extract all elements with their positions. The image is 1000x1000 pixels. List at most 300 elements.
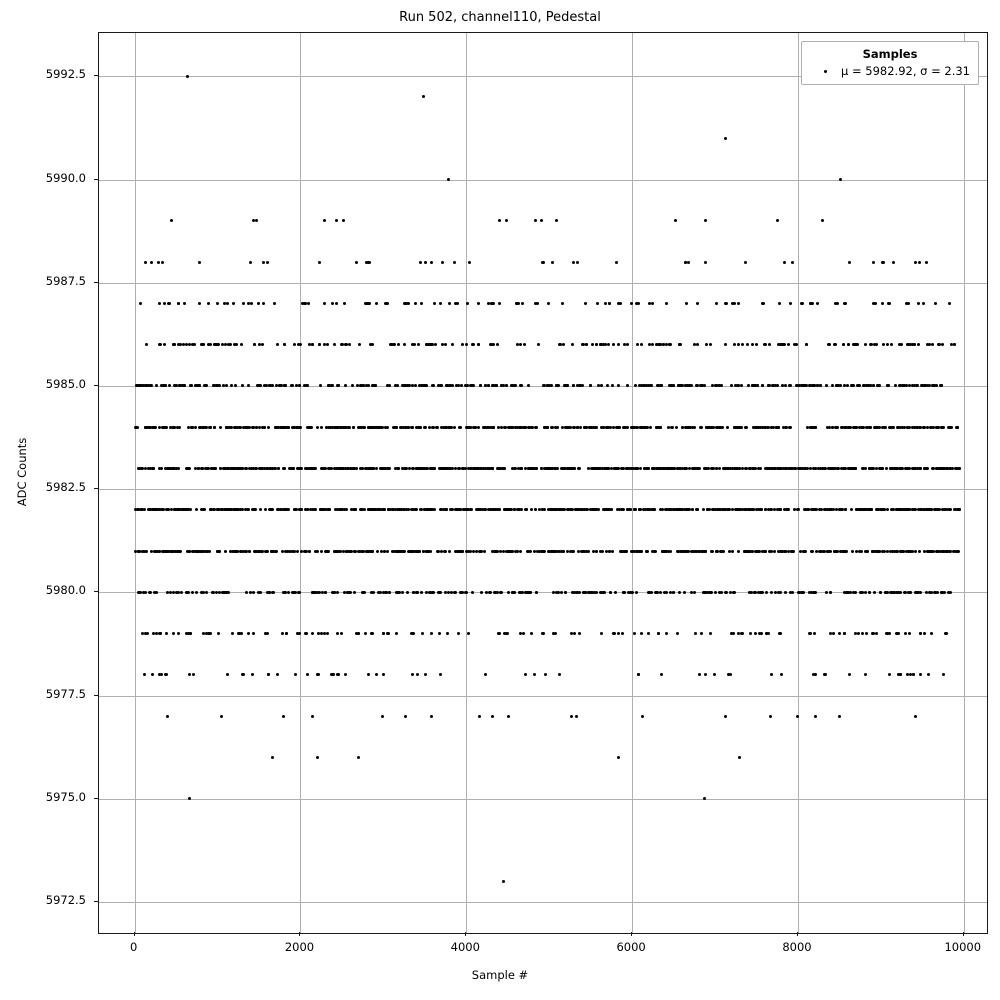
scatter-point xyxy=(331,302,334,305)
scatter-point xyxy=(919,467,922,470)
scatter-point xyxy=(232,302,235,305)
scatter-point xyxy=(416,591,419,594)
scatter-point xyxy=(427,550,430,553)
scatter-point xyxy=(783,261,786,264)
scatter-point xyxy=(719,550,722,553)
scatter-point xyxy=(814,715,817,718)
scatter-point xyxy=(591,343,594,346)
scatter-point xyxy=(669,343,672,346)
scatter-point xyxy=(517,467,520,470)
scatter-point xyxy=(914,715,917,718)
scatter-point xyxy=(749,550,752,553)
scatter-point xyxy=(856,343,859,346)
x-tick-mark xyxy=(797,932,798,936)
y-tick-mark xyxy=(94,179,98,180)
scatter-point xyxy=(495,384,498,387)
scatter-point xyxy=(185,591,188,594)
scatter-point xyxy=(579,384,582,387)
scatter-point xyxy=(787,343,790,346)
scatter-point xyxy=(247,508,250,511)
scatter-point xyxy=(448,550,451,553)
scatter-point xyxy=(208,550,211,553)
scatter-point xyxy=(640,632,643,635)
scatter-point xyxy=(245,426,248,429)
scatter-point xyxy=(768,343,771,346)
scatter-point xyxy=(621,632,624,635)
scatter-point xyxy=(718,426,721,429)
scatter-point xyxy=(139,302,142,305)
scatter-point xyxy=(827,550,830,553)
scatter-point xyxy=(505,219,508,222)
scatter-point xyxy=(151,673,154,676)
scatter-point xyxy=(496,343,499,346)
scatter-point xyxy=(908,426,911,429)
scatter-point xyxy=(579,426,582,429)
scatter-point xyxy=(433,508,436,511)
scatter-point xyxy=(447,426,450,429)
scatter-point xyxy=(606,384,609,387)
scatter-point xyxy=(782,467,785,470)
scatter-point xyxy=(336,591,339,594)
scatter-point xyxy=(229,343,232,346)
scatter-point xyxy=(839,178,842,181)
scatter-point xyxy=(274,550,277,553)
scatter-point xyxy=(792,550,795,553)
scatter-point xyxy=(804,550,807,553)
scatter-point xyxy=(926,384,929,387)
scatter-point xyxy=(854,591,857,594)
scatter-point xyxy=(840,426,843,429)
scatter-point xyxy=(366,302,369,305)
scatter-point xyxy=(744,261,747,264)
grid-line-horizontal xyxy=(99,283,987,284)
scatter-point xyxy=(460,384,463,387)
scatter-point xyxy=(371,632,374,635)
y-tick-mark xyxy=(94,488,98,489)
scatter-point xyxy=(445,384,448,387)
scatter-point xyxy=(467,632,470,635)
scatter-point xyxy=(732,591,735,594)
scatter-point xyxy=(433,302,436,305)
scatter-point xyxy=(306,673,309,676)
scatter-point xyxy=(760,508,763,511)
scatter-point xyxy=(765,591,768,594)
scatter-point xyxy=(168,384,171,387)
scatter-point xyxy=(909,591,912,594)
scatter-point xyxy=(478,715,481,718)
scatter-point xyxy=(223,302,226,305)
y-tick-mark xyxy=(94,385,98,386)
scatter-point xyxy=(705,343,708,346)
scatter-point xyxy=(916,591,919,594)
scatter-point xyxy=(597,508,600,511)
scatter-point xyxy=(282,715,285,718)
scatter-point xyxy=(852,384,855,387)
scatter-point xyxy=(356,384,359,387)
scatter-point xyxy=(368,261,371,264)
scatter-point xyxy=(653,550,656,553)
scatter-point xyxy=(888,632,891,635)
y-tick-label: 5972.5 xyxy=(45,893,86,908)
scatter-point xyxy=(842,343,845,346)
scatter-point xyxy=(327,384,330,387)
scatter-point xyxy=(527,384,530,387)
scatter-point xyxy=(171,467,174,470)
scatter-point xyxy=(919,673,922,676)
y-tick-mark xyxy=(94,695,98,696)
scatter-point xyxy=(540,219,543,222)
scatter-point xyxy=(720,384,723,387)
scatter-point xyxy=(821,219,824,222)
scatter-point xyxy=(326,632,329,635)
scatter-point xyxy=(623,591,626,594)
scatter-point xyxy=(266,261,269,264)
scatter-point xyxy=(499,550,502,553)
scatter-point xyxy=(448,302,451,305)
scatter-point xyxy=(451,343,454,346)
scatter-point xyxy=(672,467,675,470)
scatter-point xyxy=(953,343,956,346)
scatter-point xyxy=(923,632,926,635)
scatter-point xyxy=(575,715,578,718)
scatter-point xyxy=(909,550,912,553)
scatter-point xyxy=(788,426,791,429)
scatter-point xyxy=(161,261,164,264)
scatter-point xyxy=(724,343,727,346)
scatter-point xyxy=(626,426,629,429)
scatter-point xyxy=(219,426,222,429)
scatter-point xyxy=(737,302,740,305)
scatter-point xyxy=(385,302,388,305)
scatter-point xyxy=(626,467,629,470)
scatter-point xyxy=(767,632,770,635)
scatter-point xyxy=(657,426,660,429)
grid-line-horizontal xyxy=(99,902,987,903)
scatter-point xyxy=(693,343,696,346)
scatter-point xyxy=(731,467,734,470)
scatter-point xyxy=(869,384,872,387)
scatter-point xyxy=(417,343,420,346)
scatter-point xyxy=(195,591,198,594)
y-tick-mark xyxy=(94,282,98,283)
scatter-point xyxy=(336,384,339,387)
scatter-point xyxy=(259,591,262,594)
scatter-point xyxy=(172,343,175,346)
scatter-point xyxy=(763,426,766,429)
scatter-point xyxy=(311,343,314,346)
scatter-point xyxy=(696,343,699,346)
scatter-point xyxy=(386,550,389,553)
scatter-point xyxy=(875,343,878,346)
scatter-point xyxy=(675,426,678,429)
scatter-point xyxy=(738,756,741,759)
scatter-point xyxy=(152,467,155,470)
x-tick-label: 8000 xyxy=(782,940,812,954)
scatter-point xyxy=(165,632,168,635)
grid-line-horizontal xyxy=(99,180,987,181)
scatter-point xyxy=(230,384,233,387)
scatter-point xyxy=(340,632,343,635)
scatter-point xyxy=(773,508,776,511)
scatter-point xyxy=(555,384,558,387)
scatter-point xyxy=(864,591,867,594)
scatter-point xyxy=(518,426,521,429)
scatter-point xyxy=(445,508,448,511)
scatter-point xyxy=(563,508,566,511)
scatter-point xyxy=(407,426,410,429)
scatter-point xyxy=(397,467,400,470)
scatter-point xyxy=(651,343,654,346)
scatter-point xyxy=(801,591,804,594)
scatter-point xyxy=(388,591,391,594)
scatter-point xyxy=(177,632,180,635)
scatter-point xyxy=(535,467,538,470)
scatter-point xyxy=(505,384,508,387)
scatter-point xyxy=(592,550,595,553)
scatter-point xyxy=(328,508,331,511)
scatter-point xyxy=(353,550,356,553)
scatter-point xyxy=(205,591,208,594)
scatter-point xyxy=(240,550,243,553)
scatter-point xyxy=(209,508,212,511)
scatter-point xyxy=(333,343,336,346)
scatter-point xyxy=(656,467,659,470)
x-tick-label: 10000 xyxy=(944,940,982,954)
scatter-point xyxy=(157,261,160,264)
scatter-point xyxy=(326,550,329,553)
scatter-point xyxy=(221,343,224,346)
scatter-point xyxy=(737,550,740,553)
scatter-point xyxy=(296,550,299,553)
scatter-point xyxy=(665,302,668,305)
scatter-point xyxy=(357,632,360,635)
scatter-point xyxy=(308,550,311,553)
scatter-point xyxy=(182,343,185,346)
scatter-point xyxy=(849,426,852,429)
scatter-point xyxy=(927,550,930,553)
scatter-point xyxy=(647,632,650,635)
scatter-point xyxy=(784,384,787,387)
scatter-point xyxy=(769,715,772,718)
scatter-point xyxy=(561,302,564,305)
scatter-point xyxy=(448,467,451,470)
scatter-point xyxy=(411,550,414,553)
scatter-point xyxy=(342,219,345,222)
scatter-point xyxy=(789,591,792,594)
scatter-point xyxy=(172,632,175,635)
scatter-point xyxy=(180,591,183,594)
scatter-point xyxy=(617,343,620,346)
scatter-point xyxy=(255,550,258,553)
scatter-point xyxy=(362,384,365,387)
scatter-point xyxy=(461,343,464,346)
scatter-point xyxy=(621,467,624,470)
scatter-point xyxy=(311,591,314,594)
scatter-point xyxy=(864,550,867,553)
scatter-point xyxy=(576,261,579,264)
scatter-point xyxy=(166,550,169,553)
scatter-point xyxy=(208,426,211,429)
scatter-point xyxy=(467,467,470,470)
x-tick-mark xyxy=(631,932,632,936)
scatter-point xyxy=(160,384,163,387)
scatter-point xyxy=(560,550,563,553)
scatter-point xyxy=(412,632,415,635)
scatter-point xyxy=(382,673,385,676)
scatter-point xyxy=(693,426,696,429)
scatter-point xyxy=(470,384,473,387)
scatter-point xyxy=(886,508,889,511)
scatter-point xyxy=(480,591,483,594)
scatter-point xyxy=(636,550,639,553)
scatter-point xyxy=(457,632,460,635)
scatter-point xyxy=(764,343,767,346)
scatter-point xyxy=(255,426,258,429)
scatter-point xyxy=(922,302,925,305)
scatter-point xyxy=(411,673,414,676)
scatter-point xyxy=(230,426,233,429)
scatter-point xyxy=(323,302,326,305)
scatter-point xyxy=(695,384,698,387)
scatter-point xyxy=(572,426,575,429)
scatter-point xyxy=(829,591,832,594)
scatter-point xyxy=(813,632,816,635)
scatter-point xyxy=(252,219,255,222)
scatter-point xyxy=(438,632,441,635)
scatter-point xyxy=(439,591,442,594)
scatter-point xyxy=(875,632,878,635)
x-tick-mark xyxy=(465,932,466,936)
scatter-point xyxy=(700,632,703,635)
scatter-point xyxy=(770,673,773,676)
scatter-point xyxy=(600,632,603,635)
scatter-point xyxy=(819,550,822,553)
scatter-point xyxy=(577,550,580,553)
scatter-point xyxy=(410,426,413,429)
scatter-point xyxy=(217,550,220,553)
legend-entry-label: μ = 5982.92, σ = 2.31 xyxy=(841,64,970,78)
scatter-point xyxy=(912,673,915,676)
scatter-point xyxy=(949,591,952,594)
scatter-point xyxy=(343,302,346,305)
scatter-point xyxy=(396,384,399,387)
scatter-point xyxy=(430,261,433,264)
scatter-point xyxy=(927,673,930,676)
scatter-point xyxy=(805,384,808,387)
scatter-point xyxy=(305,384,308,387)
scatter-point xyxy=(285,632,288,635)
scatter-point xyxy=(890,343,893,346)
scatter-point xyxy=(320,550,323,553)
x-tick-label: 2000 xyxy=(284,940,315,954)
scatter-point xyxy=(554,467,557,470)
scatter-point xyxy=(160,673,163,676)
scatter-point xyxy=(466,302,469,305)
scatter-point xyxy=(921,384,924,387)
scatter-point xyxy=(860,550,863,553)
scatter-point xyxy=(564,591,567,594)
scatter-point xyxy=(242,673,245,676)
scatter-point xyxy=(672,384,675,387)
scatter-point xyxy=(661,550,664,553)
scatter-point xyxy=(522,426,525,429)
scatter-point xyxy=(733,302,736,305)
scatter-point xyxy=(386,426,389,429)
scatter-point xyxy=(835,550,838,553)
scatter-point xyxy=(348,343,351,346)
scatter-point xyxy=(919,632,922,635)
x-tick-label: 4000 xyxy=(450,940,480,954)
scatter-point xyxy=(749,632,752,635)
scatter-point xyxy=(257,302,260,305)
y-tick-label: 5975.0 xyxy=(45,789,86,804)
scatter-point xyxy=(494,591,497,594)
scatter-point xyxy=(746,343,749,346)
scatter-point xyxy=(202,591,205,594)
scatter-point xyxy=(930,508,933,511)
scatter-point xyxy=(224,550,227,553)
scatter-point xyxy=(178,426,181,429)
scatter-point xyxy=(948,302,951,305)
scatter-point xyxy=(188,467,191,470)
scatter-point xyxy=(353,591,356,594)
x-tick-mark xyxy=(963,932,964,936)
scatter-point xyxy=(293,343,296,346)
scatter-point xyxy=(502,880,505,883)
y-tick-mark xyxy=(94,75,98,76)
scatter-point xyxy=(271,756,274,759)
scatter-point xyxy=(179,384,182,387)
scatter-point xyxy=(837,467,840,470)
scatter-point xyxy=(546,384,549,387)
scatter-point xyxy=(899,673,902,676)
scatter-point xyxy=(725,302,728,305)
scatter-point xyxy=(403,550,406,553)
scatter-point xyxy=(623,343,626,346)
scatter-point xyxy=(639,467,642,470)
scatter-point xyxy=(491,715,494,718)
scatter-point xyxy=(619,302,622,305)
scatter-point xyxy=(492,302,495,305)
scatter-point xyxy=(752,426,755,429)
scatter-point xyxy=(494,508,497,511)
scatter-point xyxy=(836,426,839,429)
scatter-point xyxy=(637,673,640,676)
scatter-point xyxy=(736,384,739,387)
scatter-point xyxy=(422,95,425,98)
scatter-point xyxy=(770,426,773,429)
scatter-point xyxy=(636,343,639,346)
scatter-point xyxy=(577,467,580,470)
scatter-point xyxy=(643,467,646,470)
scatter-point xyxy=(745,426,748,429)
scatter-point xyxy=(845,591,848,594)
scatter-point xyxy=(344,673,347,676)
scatter-point xyxy=(529,591,532,594)
scatter-point xyxy=(680,384,683,387)
scatter-point xyxy=(265,550,268,553)
scatter-point xyxy=(316,756,319,759)
scatter-point xyxy=(657,632,660,635)
scatter-point xyxy=(693,591,696,594)
scatter-point xyxy=(358,426,361,429)
scatter-point xyxy=(663,591,666,594)
scatter-point xyxy=(337,550,340,553)
scatter-point xyxy=(516,343,519,346)
scatter-point xyxy=(764,508,767,511)
scatter-point xyxy=(236,426,239,429)
scatter-point xyxy=(793,508,796,511)
